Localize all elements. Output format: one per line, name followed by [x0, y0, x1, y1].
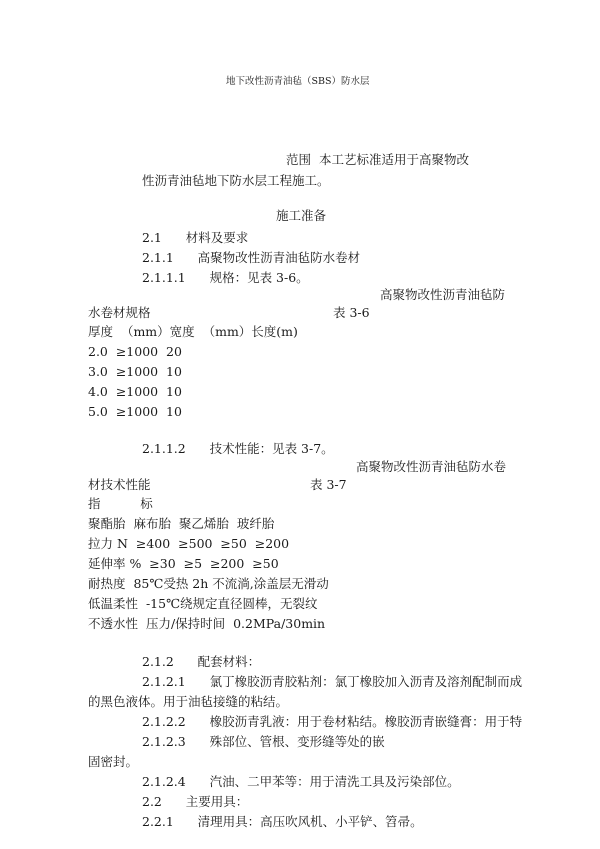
table-caption: 高聚物改性沥青油毡防水卷	[356, 459, 507, 474]
table-caption: 水卷材规格	[88, 305, 151, 320]
text-line: 2.1.2.3 殊部位、管根、变形缝等处的嵌	[142, 734, 385, 749]
text-line: 性沥青油毡地下防水层工程施工。	[142, 173, 330, 188]
text-line: 2.1.2.4 汽油、二甲苯等：用于清洗工具及污染部位。	[142, 774, 460, 789]
text-line: 固密封。	[88, 754, 139, 769]
table-row: 拉力 N ≥400 ≥500 ≥50 ≥200	[88, 536, 290, 551]
table-number: 表 3-6	[333, 305, 370, 320]
table-row: 低温柔性 -15℃绕规定直径圆棒，无裂纹	[88, 596, 318, 611]
table-row: 2.0 ≥1000 20	[88, 344, 182, 359]
table-row: 不透水性 压力/保持时间 0.2MPa/30min	[88, 616, 326, 631]
text-line: 2.2.1 清理用具：高压吹风机、小平铲、笤帚。	[142, 814, 423, 829]
section-heading: 施工准备	[276, 208, 327, 223]
text-line: 2.2 主要用具：	[142, 794, 249, 809]
text-line: 范围 本工艺标准适用于高聚物改	[286, 152, 469, 167]
text-line: 2.1.1.2 技术性能：见表 3-7。	[142, 441, 334, 456]
table-caption: 材技术性能	[88, 477, 151, 492]
table-header: 厚度 （mm）宽度 （mm）长度(m)	[88, 324, 298, 339]
table-caption: 高聚物改性沥青油毡防	[380, 287, 506, 302]
text-line: 2.1.2.2 橡胶沥青乳液：用于卷材粘结。橡胶沥青嵌缝膏：用于特	[142, 714, 523, 729]
table-row: 聚酯胎 麻布胎 聚乙烯胎 玻纤胎	[88, 516, 275, 531]
table-row: 4.0 ≥1000 10	[88, 384, 182, 399]
text-line: 2.1.1 高聚物改性沥青油毡防水卷材	[142, 250, 361, 265]
text-line: 2.1.2.1 氯丁橡胶沥青胶粘剂：氯丁橡胶加入沥青及溶剂配制而成	[142, 674, 523, 689]
table-header: 指 标	[88, 496, 153, 511]
text-line: 2.1.1.1 规格：见表 3-6。	[142, 270, 309, 285]
table-row: 延伸率 % ≥30 ≥5 ≥200 ≥50	[88, 556, 279, 571]
table-number: 表 3-7	[310, 477, 347, 492]
table-row: 5.0 ≥1000 10	[88, 404, 182, 419]
text-line: 的黑色液体。用于油毡接缝的粘结。	[88, 694, 289, 709]
table-row: 3.0 ≥1000 10	[88, 364, 182, 379]
text-line: 2.1 材料及要求	[142, 230, 249, 245]
page-title: 地下改性沥青油毡（SBS）防水层	[226, 76, 370, 87]
text-line: 2.1.2 配套材料：	[142, 654, 261, 669]
table-row: 耐热度 85℃受热 2h 不流淌,涂盖层无滑动	[88, 576, 329, 591]
